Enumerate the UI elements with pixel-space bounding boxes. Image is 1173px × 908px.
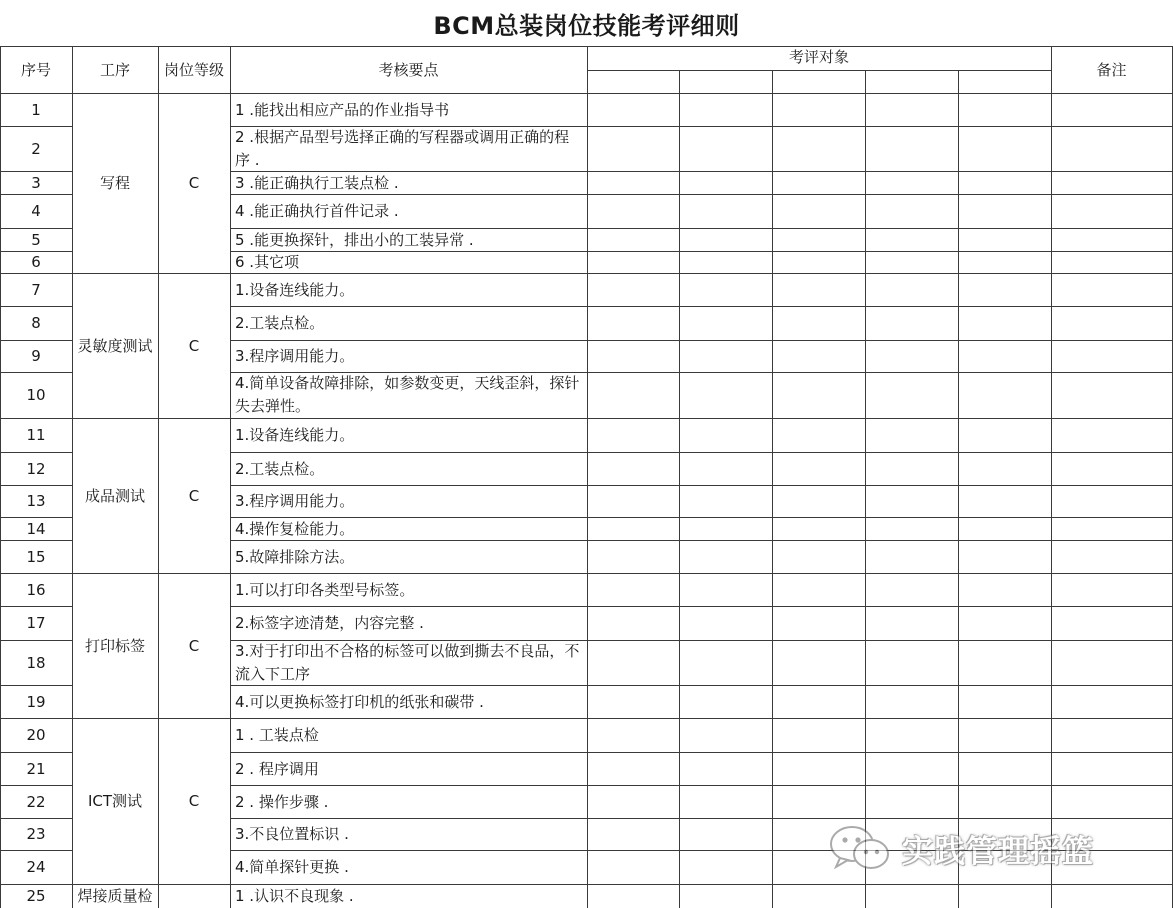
target-cell — [865, 606, 958, 640]
row-number: 5 — [31, 230, 41, 249]
grid-line-h — [0, 452, 73, 453]
target-cell — [958, 251, 1051, 273]
grid-line-h — [230, 640, 1173, 641]
target-cell — [865, 171, 958, 194]
grid-line-h — [0, 306, 73, 307]
level-value: C — [188, 636, 200, 655]
grid-line-h — [0, 273, 73, 274]
row-number: 10 — [26, 386, 46, 404]
assessment-point: 4 .能正确执行首件记录 . — [235, 202, 399, 220]
target-cell — [587, 640, 679, 685]
assessment-point: 1 . 工装点检 — [235, 726, 319, 744]
target-cell — [587, 573, 679, 606]
assessment-point: 4.操作复检能力。 — [235, 519, 355, 538]
grid-line-h — [0, 126, 73, 127]
target-cell — [679, 850, 772, 884]
assessment-point: 4.可以更换标签打印机的纸张和碳带 . — [235, 692, 484, 711]
assessment-point: 4.简单探针更换 . — [235, 858, 349, 876]
target-cell — [772, 573, 865, 606]
grid-line-v — [158, 46, 159, 93]
target-cell — [772, 418, 865, 452]
grid-line-h — [230, 340, 1173, 341]
grid-line-v — [0, 93, 1, 908]
target-cell — [865, 573, 958, 606]
sheet-title: BCM总装岗位技能考评细则 — [433, 11, 740, 40]
target-cell — [865, 452, 958, 485]
row-number: 3 — [31, 173, 41, 192]
target-cell — [958, 228, 1051, 251]
remark-cell — [1051, 573, 1172, 606]
target-cell — [587, 485, 679, 517]
level-value — [158, 884, 230, 908]
remark-cell — [1051, 818, 1172, 850]
target-cell — [587, 785, 679, 818]
remark-cell — [1051, 273, 1172, 306]
remark-cell — [1051, 93, 1172, 126]
target-cell — [587, 340, 679, 372]
remark-cell — [1051, 452, 1172, 485]
target-cell — [865, 251, 958, 273]
grid-line-h — [0, 718, 73, 719]
target-cell — [679, 251, 772, 273]
target-cell — [679, 126, 772, 171]
grid-line-v — [679, 93, 680, 908]
target-cell — [587, 306, 679, 340]
header-seq: 序号 — [20, 60, 51, 79]
grid-line-h — [0, 418, 73, 419]
grid-line-h — [230, 850, 1173, 851]
target-cell — [865, 485, 958, 517]
target-cell — [865, 785, 958, 818]
target-cell — [772, 752, 865, 785]
level-value: C — [188, 174, 200, 192]
target-cell — [679, 517, 772, 540]
target-cell — [587, 228, 679, 251]
assessment-point: 3.程序调用能力。 — [235, 347, 355, 365]
target-cell — [772, 884, 865, 908]
assessment-point: 2 . 操作步骤 . — [235, 792, 329, 811]
target-cell — [679, 785, 772, 818]
target-cell — [958, 418, 1051, 452]
target-cell — [679, 372, 772, 418]
grid-line-v — [772, 70, 773, 93]
grid-line-h — [230, 752, 1173, 753]
target-cell — [958, 540, 1051, 573]
header-level: 岗位等级 — [163, 60, 224, 79]
target-cell — [679, 171, 772, 194]
target-cell — [865, 418, 958, 452]
target-cell — [679, 340, 772, 372]
target-cell — [679, 485, 772, 517]
target-cell — [772, 785, 865, 818]
grid-line-h — [230, 785, 1173, 786]
target-cell — [679, 752, 772, 785]
assessment-point: 3.对于打印出不合格的标签可以做到撕去不良品，不流入下工序 — [235, 641, 580, 683]
target-cell — [772, 640, 865, 685]
grid-line-v — [72, 93, 73, 908]
target-cell — [679, 194, 772, 228]
grid-line-h — [230, 194, 1173, 195]
assessment-point: 2 .根据产品型号选择正确的写程器或调用正确的程序 . — [235, 127, 570, 169]
target-cell — [587, 850, 679, 884]
remark-cell — [1051, 752, 1172, 785]
target-cell — [958, 884, 1051, 908]
grid-line-h — [230, 540, 1173, 541]
remark-cell — [1051, 850, 1172, 884]
header-targets: 考评对象 — [788, 48, 849, 66]
row-number: 6 — [31, 253, 41, 271]
target-cell — [587, 606, 679, 640]
grid-line-v — [772, 93, 773, 908]
remark-cell — [1051, 517, 1172, 540]
grid-line-h — [0, 540, 73, 541]
target-cell — [679, 306, 772, 340]
assessment-point: 5.故障排除方法。 — [235, 547, 355, 566]
target-cell — [587, 126, 679, 171]
level-value: C — [188, 486, 200, 505]
row-number: 24 — [26, 858, 46, 876]
grid-line-h — [0, 685, 73, 686]
target-cell — [587, 685, 679, 718]
grid-line-h — [230, 884, 1173, 885]
target-cell — [587, 251, 679, 273]
target-cell — [679, 718, 772, 752]
grid-line-v — [230, 46, 231, 93]
grid-line-h — [0, 640, 73, 641]
target-cell — [958, 752, 1051, 785]
row-number: 18 — [26, 653, 46, 672]
remark-cell — [1051, 606, 1172, 640]
remark-cell — [1051, 306, 1172, 340]
remark-cell — [1051, 685, 1172, 718]
remark-cell — [1051, 540, 1172, 573]
watermark-text: 实践管理摇篮 — [902, 833, 1094, 870]
grid-line-h — [230, 372, 1173, 373]
grid-line-h — [230, 818, 1173, 819]
grid-line-h — [0, 884, 73, 885]
grid-line-h — [0, 606, 73, 607]
target-cell — [865, 752, 958, 785]
grid-line-v — [158, 93, 159, 908]
target-cell — [772, 306, 865, 340]
target-cell — [679, 452, 772, 485]
row-number: 12 — [26, 459, 46, 478]
grid-line-h — [0, 251, 73, 252]
target-cell — [865, 228, 958, 251]
target-cell — [958, 685, 1051, 718]
target-cell — [679, 93, 772, 126]
target-cell — [679, 818, 772, 850]
grid-line-h — [230, 306, 1173, 307]
target-cell — [772, 718, 865, 752]
target-cell — [772, 340, 865, 372]
target-cell — [865, 850, 958, 884]
process-name: 成品测试 — [84, 486, 145, 505]
grid-line-v — [679, 70, 680, 93]
remark-cell — [1051, 251, 1172, 273]
remark-cell — [1051, 171, 1172, 194]
target-cell — [679, 273, 772, 306]
row-number: 11 — [26, 426, 46, 444]
target-cell — [865, 718, 958, 752]
grid-line-h — [72, 93, 231, 94]
grid-line-h — [230, 93, 1173, 94]
target-cell — [865, 517, 958, 540]
target-cell — [958, 452, 1051, 485]
target-cell — [958, 171, 1051, 194]
target-cell — [958, 606, 1051, 640]
assessment-point: 2.工装点检。 — [235, 314, 325, 332]
target-cell — [679, 884, 772, 908]
target-cell — [587, 273, 679, 306]
grid-line-v — [587, 46, 588, 93]
row-number: 19 — [26, 692, 46, 711]
grid-line-h — [587, 70, 1052, 71]
target-cell — [772, 850, 865, 884]
grid-line-v — [958, 93, 959, 908]
row-number: 17 — [26, 614, 46, 632]
assessment-point: 1.设备连线能力。 — [235, 426, 355, 444]
target-cell — [587, 884, 679, 908]
assessment-point: 2.工装点检。 — [235, 459, 325, 478]
remark-cell — [1051, 418, 1172, 452]
remark-cell — [1051, 718, 1172, 752]
grid-line-h — [230, 228, 1173, 229]
target-cell — [587, 372, 679, 418]
target-cell — [587, 194, 679, 228]
row-number: 13 — [26, 492, 46, 510]
remark-cell — [1051, 785, 1172, 818]
target-cell — [958, 573, 1051, 606]
target-cell — [772, 685, 865, 718]
assessment-point: 5 .能更换探针，排出小的工装异常 . — [235, 230, 474, 249]
assessment-point: 1.设备连线能力。 — [235, 280, 355, 299]
grid-line-h — [0, 785, 73, 786]
assessment-point: 1 .能找出相应产品的作业指导书 — [235, 100, 450, 119]
target-cell — [587, 171, 679, 194]
grid-line-h — [72, 884, 231, 885]
grid-line-h — [0, 93, 73, 94]
assessment-point: 3.不良位置标识 . — [235, 825, 349, 843]
remark-cell — [1051, 884, 1172, 908]
row-number: 1 — [31, 100, 41, 119]
row-number: 4 — [31, 202, 41, 220]
grid-line-h — [0, 228, 73, 229]
grid-line-h — [230, 273, 1173, 274]
target-cell — [679, 418, 772, 452]
target-cell — [865, 372, 958, 418]
target-cell — [679, 573, 772, 606]
target-cell — [865, 306, 958, 340]
remark-cell — [1051, 126, 1172, 171]
assessment-point: 3.程序调用能力。 — [235, 492, 355, 510]
grid-line-h — [0, 340, 73, 341]
grid-line-h — [0, 752, 73, 753]
target-cell — [587, 540, 679, 573]
target-cell — [865, 884, 958, 908]
grid-line-v — [1051, 93, 1052, 908]
target-cell — [958, 785, 1051, 818]
target-cell — [865, 194, 958, 228]
target-cell — [958, 126, 1051, 171]
target-cell — [587, 718, 679, 752]
target-cell — [865, 818, 958, 850]
target-cell — [772, 251, 865, 273]
target-cell — [958, 818, 1051, 850]
target-cell — [865, 273, 958, 306]
grid-line-h — [72, 718, 231, 719]
grid-line-v — [865, 93, 866, 908]
grid-line-v — [865, 70, 866, 93]
remark-cell — [1051, 194, 1172, 228]
grid-line-h — [230, 517, 1173, 518]
target-cell — [958, 306, 1051, 340]
grid-line-v — [958, 70, 959, 93]
row-number: 16 — [26, 580, 46, 599]
target-cell — [772, 273, 865, 306]
assessment-point: 3 .能正确执行工装点检 . — [235, 173, 399, 192]
target-cell — [587, 418, 679, 452]
target-cell — [772, 452, 865, 485]
assessment-point: 1 .认识不良现象 . — [235, 887, 354, 905]
grid-line-h — [230, 418, 1173, 419]
target-cell — [865, 685, 958, 718]
target-cell — [587, 452, 679, 485]
header-points: 考核要点 — [378, 60, 439, 79]
assessment-point: 2 . 程序调用 — [235, 759, 319, 778]
row-number: 2 — [31, 139, 41, 158]
assessment-point: 2.标签字迹清楚，内容完整 . — [235, 614, 424, 632]
grid-line-v — [1051, 46, 1052, 93]
target-cell — [772, 228, 865, 251]
grid-line-v — [587, 93, 588, 908]
grid-line-v — [72, 46, 73, 93]
grid-line-h — [72, 418, 231, 419]
grid-line-h — [230, 485, 1173, 486]
target-cell — [865, 640, 958, 685]
assessment-point: 1.可以打印各类型号标签。 — [235, 580, 415, 599]
grid-line-v — [230, 93, 231, 908]
target-cell — [865, 540, 958, 573]
assessment-point: 4.简单设备故障排除，如参数变更，天线歪斜，探针失去弹性。 — [235, 374, 580, 415]
target-cell — [587, 818, 679, 850]
process-name: ICT测试 — [87, 792, 143, 810]
target-cell — [772, 93, 865, 126]
grid-line-h — [230, 171, 1173, 172]
target-cell — [958, 273, 1051, 306]
target-cell — [958, 93, 1051, 126]
grid-line-h — [0, 485, 73, 486]
target-cell — [587, 93, 679, 126]
target-cell — [772, 818, 865, 850]
grid-line-h — [230, 251, 1173, 252]
row-number: 22 — [26, 792, 46, 811]
process-name: 焊接质量检 — [77, 887, 153, 905]
row-number: 21 — [26, 759, 46, 778]
target-cell — [772, 126, 865, 171]
target-cell — [958, 517, 1051, 540]
grid-line-h — [0, 171, 73, 172]
target-cell — [679, 640, 772, 685]
row-number: 23 — [26, 825, 46, 843]
grid-line-h — [0, 372, 73, 373]
level-value: C — [188, 792, 200, 810]
grid-line-h — [230, 452, 1173, 453]
grid-line-h — [72, 273, 231, 274]
process-name: 写程 — [99, 174, 130, 192]
grid-line-v — [0, 46, 1, 93]
row-number: 8 — [31, 314, 41, 332]
row-number: 25 — [26, 887, 46, 905]
target-cell — [772, 517, 865, 540]
target-cell — [772, 194, 865, 228]
remark-cell — [1051, 228, 1172, 251]
target-cell — [958, 718, 1051, 752]
target-cell — [958, 640, 1051, 685]
assessment-point: 6 .其它项 — [235, 253, 300, 271]
target-cell — [587, 752, 679, 785]
row-number: 15 — [26, 547, 46, 566]
remark-cell — [1051, 372, 1172, 418]
target-cell — [679, 685, 772, 718]
grid-line-h — [0, 850, 73, 851]
target-cell — [958, 850, 1051, 884]
grid-line-h — [230, 606, 1173, 607]
grid-line-h — [0, 194, 73, 195]
target-cell — [958, 372, 1051, 418]
target-cell — [772, 540, 865, 573]
grid-line-h — [230, 126, 1173, 127]
target-cell — [679, 606, 772, 640]
grid-line-h — [230, 573, 1173, 574]
target-cell — [958, 340, 1051, 372]
target-cell — [958, 194, 1051, 228]
header-process: 工序 — [99, 60, 130, 79]
target-cell — [772, 485, 865, 517]
row-number: 9 — [31, 347, 41, 365]
grid-line-h — [230, 718, 1173, 719]
process-name: 打印标签 — [84, 636, 145, 655]
remark-cell — [1051, 485, 1172, 517]
target-cell — [772, 606, 865, 640]
target-cell — [679, 540, 772, 573]
header-remarks: 备注 — [1096, 60, 1127, 79]
remark-cell — [1051, 340, 1172, 372]
target-cell — [587, 517, 679, 540]
row-number: 20 — [26, 726, 46, 744]
grid-line-h — [0, 573, 73, 574]
row-number: 7 — [31, 280, 41, 299]
target-cell — [865, 340, 958, 372]
target-cell — [772, 372, 865, 418]
remark-cell — [1051, 640, 1172, 685]
row-number: 14 — [26, 519, 46, 538]
grid-line-h — [72, 573, 231, 574]
grid-line-h — [230, 685, 1173, 686]
target-cell — [679, 228, 772, 251]
grid-line-h — [0, 818, 73, 819]
target-cell — [772, 171, 865, 194]
target-cell — [865, 126, 958, 171]
level-value: C — [188, 336, 200, 355]
target-cell — [958, 485, 1051, 517]
process-name: 灵敏度测试 — [77, 336, 153, 355]
grid-line-h — [0, 517, 73, 518]
target-cell — [865, 93, 958, 126]
